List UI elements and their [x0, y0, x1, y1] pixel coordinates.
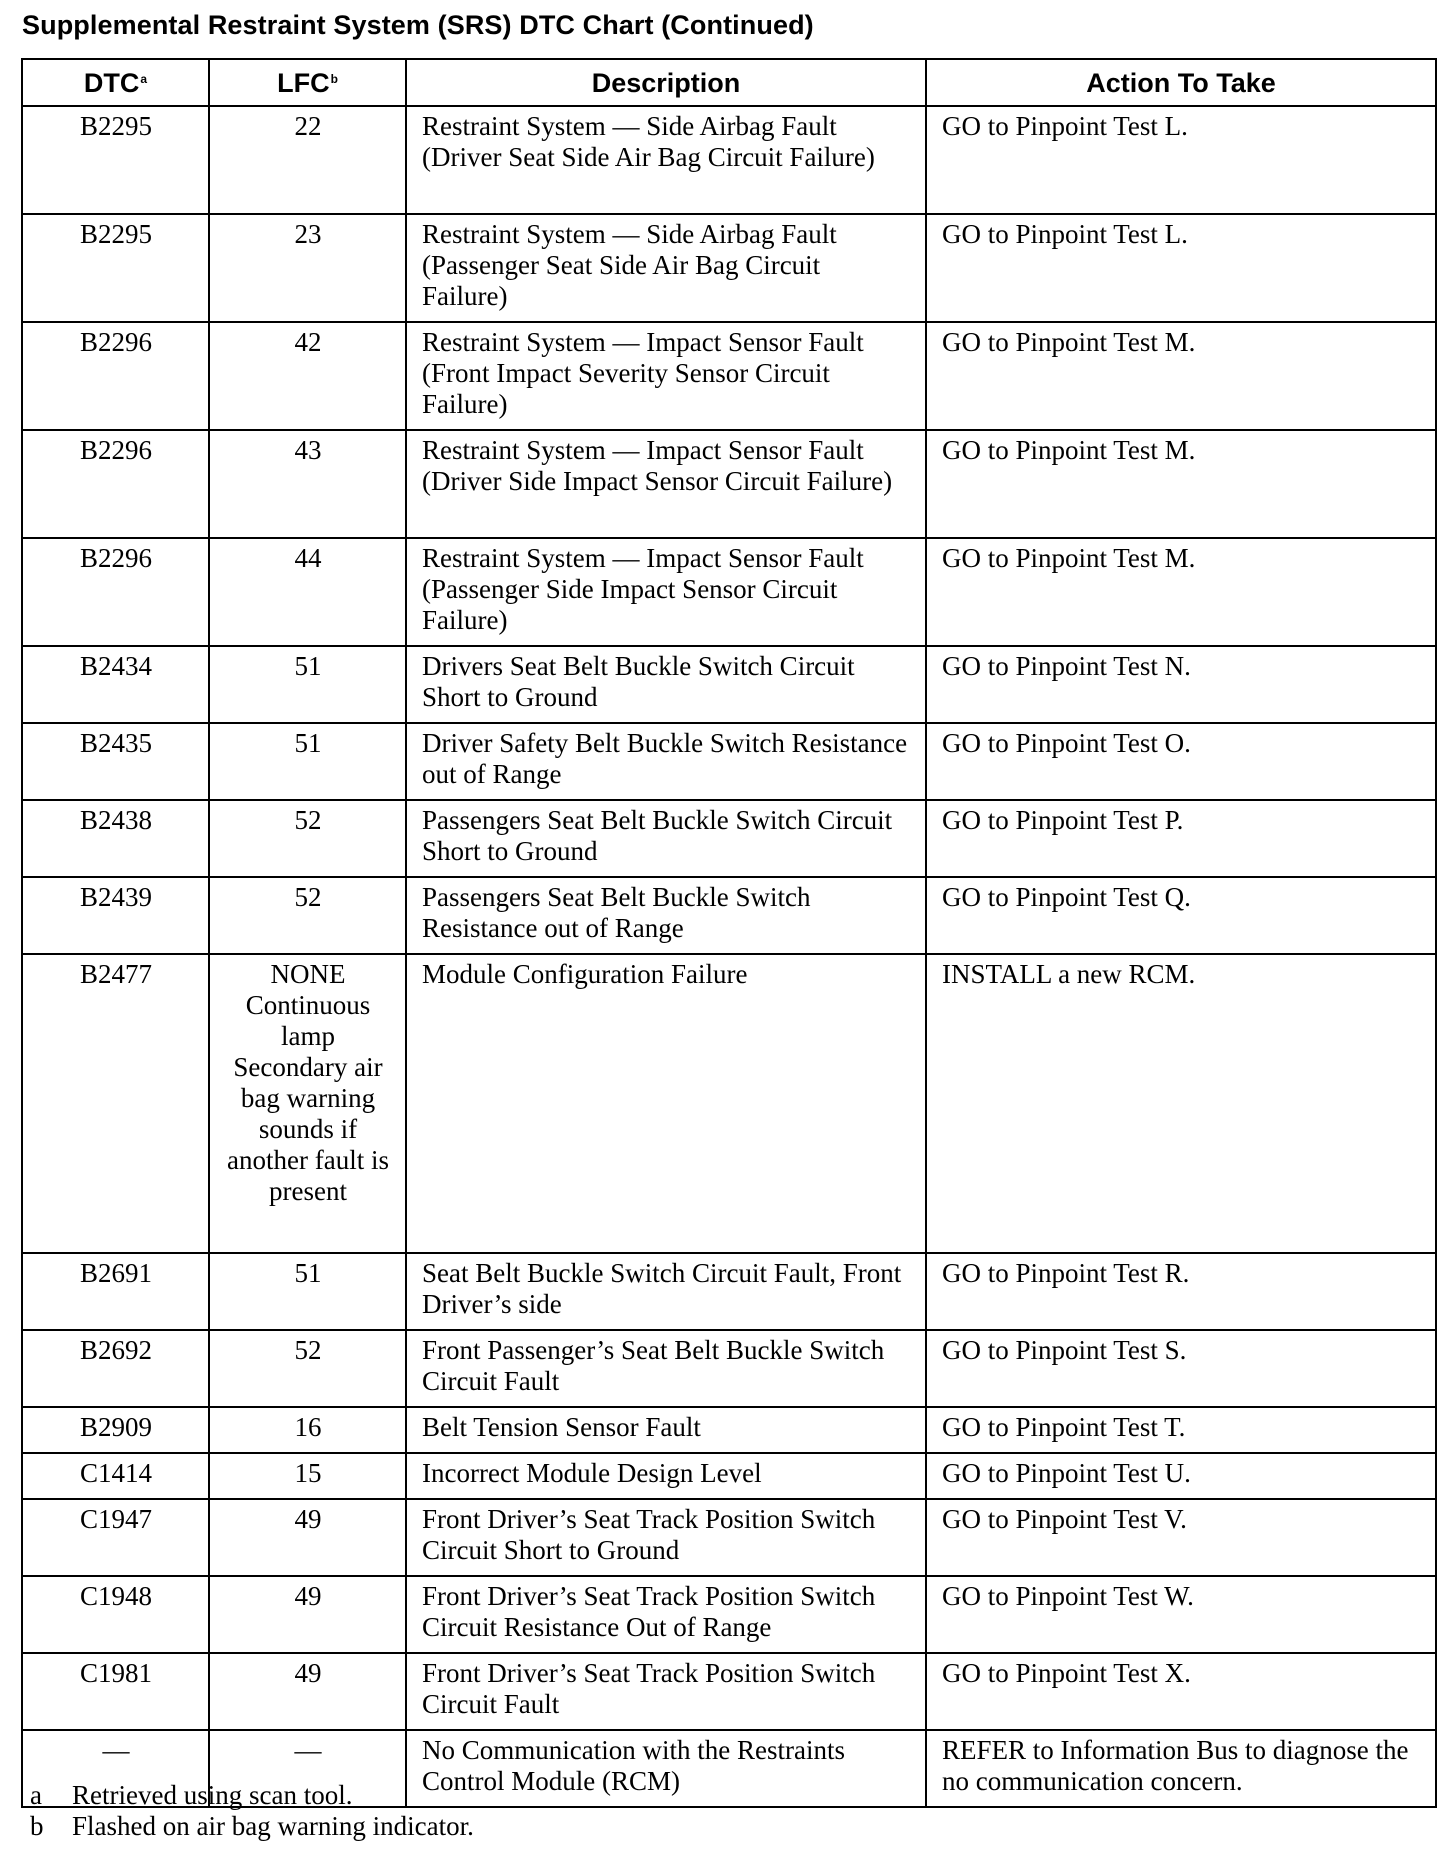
lfc-cell: 49: [209, 1653, 406, 1730]
action-cell: GO to Pinpoint Test O.: [926, 723, 1436, 800]
dtc-cell: B2296: [22, 430, 209, 538]
lfc-cell: 23: [209, 214, 406, 322]
dtc-cell: B2691: [22, 1253, 209, 1330]
description-cell: Restraint System — Side Airbag Fault (Passenger Seat Side Air Bag Circuit Failure): [406, 214, 926, 322]
table-row: [22, 538, 1436, 646]
action-cell: GO to Pinpoint Test P.: [926, 800, 1436, 877]
description-cell: Front Driver’s Seat Track Position Switch Circuit Resistance Out of Range: [406, 1576, 926, 1653]
table-row: [22, 1330, 1436, 1407]
lfc-cell: 52: [209, 1330, 406, 1407]
header-action: Action To Take: [926, 59, 1436, 106]
action-cell: GO to Pinpoint Test S.: [926, 1330, 1436, 1407]
description-cell: Driver Safety Belt Buckle Switch Resistance out of Range: [406, 723, 926, 800]
lfc-cell: 49: [209, 1576, 406, 1653]
description-cell: Passengers Seat Belt Buckle Switch Circuit Short to Ground: [406, 800, 926, 877]
description-cell: Restraint System — Impact Sensor Fault (Passenger Side Impact Sensor Circuit Failure): [406, 538, 926, 646]
action-cell: INSTALL a new RCM.: [926, 954, 1436, 1253]
dtc-cell: B2434: [22, 646, 209, 723]
footnote-a: [30, 1780, 352, 1811]
lfc-cell: 16: [209, 1407, 406, 1453]
table-header-row: [22, 59, 1436, 106]
dtc-cell: B2439: [22, 877, 209, 954]
dtc-cell: —: [22, 1730, 209, 1807]
footnote-b: [30, 1811, 474, 1842]
page-title: Supplemental Restraint System (SRS) DTC Chart (Continued): [22, 10, 814, 40]
description-cell: Restraint System — Impact Sensor Fault (Front Impact Severity Sensor Circuit Failure): [406, 322, 926, 430]
table-row: [22, 322, 1436, 430]
header-lfc: LFC$^b$: [209, 59, 406, 106]
table-row: [22, 1253, 1436, 1330]
action-cell: GO to Pinpoint Test M.: [926, 322, 1436, 430]
description-cell: Restraint System — Impact Sensor Fault (Driver Side Impact Sensor Circuit Failure): [406, 430, 926, 538]
action-cell: GO to Pinpoint Test M.: [926, 430, 1436, 538]
lfc-cell: 52: [209, 877, 406, 954]
dtc-chart-table: [21, 58, 1437, 1808]
footnote-text: Flashed on air bag warning indicator.: [72, 1811, 474, 1841]
lfc-cell: 44: [209, 538, 406, 646]
lfc-cell: 51: [209, 723, 406, 800]
dtc-cell: C1414: [22, 1453, 209, 1499]
description-cell: Seat Belt Buckle Switch Circuit Fault, Front Driver’s side: [406, 1253, 926, 1330]
table-row: [22, 646, 1436, 723]
dtc-cell: C1947: [22, 1499, 209, 1576]
footnote-marker-a: a: [140, 72, 148, 86]
action-cell: GO to Pinpoint Test T.: [926, 1407, 1436, 1453]
table-row: [22, 1576, 1436, 1653]
dtc-cell: B2295: [22, 106, 209, 214]
footnote-letter: a: [30, 1780, 42, 1810]
dtc-cell: B2296: [22, 322, 209, 430]
description-cell: Module Configuration Failure: [406, 954, 926, 1253]
footnote-marker-b: b: [330, 72, 338, 86]
lfc-cell: 49: [209, 1499, 406, 1576]
dtc-cell: B2438: [22, 800, 209, 877]
dtc-cell: B2692: [22, 1330, 209, 1407]
description-cell: No Communication with the Restraints Control Module (RCM): [406, 1730, 926, 1807]
header-description: Description: [406, 59, 926, 106]
action-cell: GO to Pinpoint Test Q.: [926, 877, 1436, 954]
action-cell: GO to Pinpoint Test X.: [926, 1653, 1436, 1730]
action-cell: GO to Pinpoint Test U.: [926, 1453, 1436, 1499]
action-cell: GO to Pinpoint Test W.: [926, 1576, 1436, 1653]
description-cell: Restraint System — Side Airbag Fault (Driver Seat Side Air Bag Circuit Failure): [406, 106, 926, 214]
lfc-cell: NONE Continuous lamp Secondary air bag warning sounds if another fault is present: [209, 954, 406, 1253]
action-cell: REFER to Information Bus to diagnose the no communication concern.: [926, 1730, 1436, 1807]
table-row: [22, 430, 1436, 538]
table-row: [22, 1407, 1436, 1453]
footnote-text: Retrieved using scan tool.: [72, 1780, 353, 1810]
table-row: [22, 214, 1436, 322]
lfc-cell: 22: [209, 106, 406, 214]
lfc-cell: 15: [209, 1453, 406, 1499]
action-cell: GO to Pinpoint Test L.: [926, 214, 1436, 322]
lfc-cell: 52: [209, 800, 406, 877]
table-row: [22, 1453, 1436, 1499]
table-row: [22, 877, 1436, 954]
lfc-cell: 51: [209, 646, 406, 723]
table-row: [22, 954, 1436, 1253]
description-cell: Front Passenger’s Seat Belt Buckle Switch Circuit Fault: [406, 1330, 926, 1407]
action-cell: GO to Pinpoint Test R.: [926, 1253, 1436, 1330]
footnote-letter: b: [30, 1811, 44, 1841]
description-cell: Front Driver’s Seat Track Position Switch Circuit Short to Ground: [406, 1499, 926, 1576]
lfc-cell: 42: [209, 322, 406, 430]
action-cell: GO to Pinpoint Test N.: [926, 646, 1436, 723]
description-cell: Incorrect Module Design Level: [406, 1453, 926, 1499]
lfc-cell: 43: [209, 430, 406, 538]
dtc-cell: B2435: [22, 723, 209, 800]
dtc-cell: B2477: [22, 954, 209, 1253]
lfc-cell: 51: [209, 1253, 406, 1330]
description-cell: Passengers Seat Belt Buckle Switch Resistance out of Range: [406, 877, 926, 954]
lfc-cell: —: [209, 1730, 406, 1807]
action-cell: GO to Pinpoint Test L.: [926, 106, 1436, 214]
description-cell: Drivers Seat Belt Buckle Switch Circuit Short to Ground: [406, 646, 926, 723]
table-row: [22, 1499, 1436, 1576]
dtc-cell: C1948: [22, 1576, 209, 1653]
dtc-cell: B2909: [22, 1407, 209, 1453]
description-cell: Front Driver’s Seat Track Position Switch Circuit Fault: [406, 1653, 926, 1730]
dtc-cell: B2296: [22, 538, 209, 646]
description-cell: Belt Tension Sensor Fault: [406, 1407, 926, 1453]
header-dtc: DTC$^a$: [22, 59, 209, 106]
table-row: [22, 800, 1436, 877]
table-row: [22, 1653, 1436, 1730]
action-cell: GO to Pinpoint Test M.: [926, 538, 1436, 646]
table-row: [22, 723, 1436, 800]
dtc-cell: B2295: [22, 214, 209, 322]
table-row: [22, 106, 1436, 214]
action-cell: GO to Pinpoint Test V.: [926, 1499, 1436, 1576]
dtc-cell: C1981: [22, 1653, 209, 1730]
